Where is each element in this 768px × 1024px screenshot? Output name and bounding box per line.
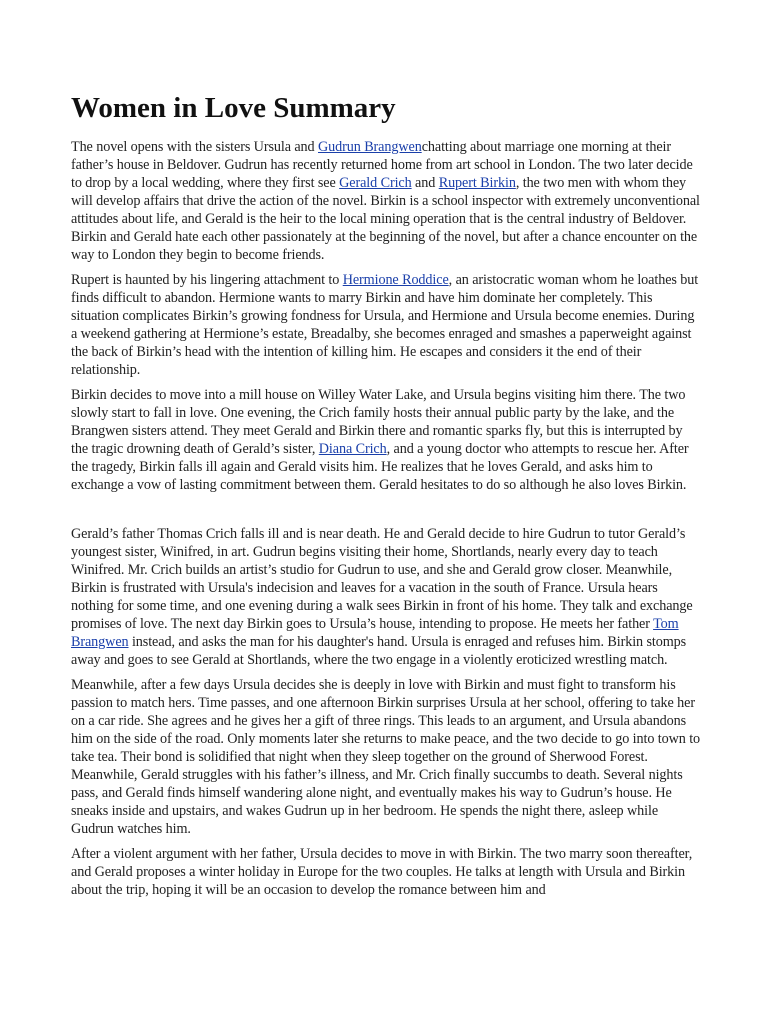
link-diana-crich[interactable]: Diana Crich (318, 441, 387, 457)
paragraph-3 (71, 386, 701, 494)
text: Birkin decides to move into a mill house on Willey Water Lake, and Ursula begins visiting him there. The two slowly start to fall in love. One evening, the Crich family hosts their annual public party by the lake, and the Brangwen sisters attend. They meet Gerald and Birkin there and romantic sparks fly, but this is interrupted by the tragic drowning death of Gerald’s sister, (71, 387, 686, 457)
link-tom-brangwen[interactable]: Tom Brangwen (71, 616, 679, 650)
paragraph-1 (71, 138, 701, 264)
page-title: Women in Love Summary (71, 92, 396, 124)
text: , the two men with whom they will develop affairs that drive the action of the novel. Birkin is a school inspector with extremely unconventional attitudes about life, and Gerald is the heir to the local mining operation that is the central industry of Beldover. Birkin and Gerald hate each other passionately at the beginning of the novel, but after a chance encounter on the way to London they begin to become friends. (71, 175, 700, 263)
link-hermione-roddice[interactable]: Hermione Roddice (342, 272, 449, 288)
paragraph-5 (71, 676, 701, 838)
document-page (71, 88, 701, 906)
link-rupert-birkin[interactable]: Rupert Birkin (438, 175, 516, 191)
paragraph-2 (71, 271, 701, 379)
text: , an aristocratic woman whom he loathes but finds difficult to abandon. Hermione wants to marry Birkin and have him dominate her completely. This situation complicates Birkin’s growing fondness for Ursula, and Hermione and Ursula become enemies. During a weekend gathering at Hermione’s estate, Breadalby, she becomes enraged and smashes a paperweight against the back of Birkin’s head with the intention of killing him. He escapes and considers it the end of their relationship. (71, 272, 699, 378)
text: Meanwhile, after a few days Ursula decides she is deeply in love with Birkin and must fight to transform his passion to match hers. Time passes, and one afternoon Birkin surprises Ursula at her school, offering to take her on a car ride. She agrees and he gives her a gift of three rings. This leads to an argument, and Ursula abandons him on the side of the road. Only moments later she returns to make peace, and the two decide to go into town to take tea. Their bond is solidified that night when they sleep together on the ground of Sherwood Forest. Meanwhile, Gerald struggles with his father’s illness, and Mr. Crich finally succumbs to death. Several nights pass, and Gerald finds himself wandering alone night, and eventually makes his way to Gudrun’s house. He sneaks inside and upstairs, and wakes Gudrun up in her bedroom. He spends the night there, asleep while Gudrun watches him. (71, 677, 701, 837)
text: Rupert is haunted by his lingering attachment to (71, 272, 343, 288)
text: , and a young doctor who attempts to rescue her. After the tragedy, Birkin falls ill again and Gerald visits him. He realizes that he loves Gerald, and asks him to exchange a vow of lasting commitment between them. Gerald hesitates to do so although he also loves Birkin. (71, 441, 689, 493)
text: After a violent argument with her father, Ursula decides to move in with Birkin. The two marry soon thereafter, and Gerald proposes a winter holiday in Europe for the two couples. He talks at length with Ursula and Birkin about the trip, hoping it will be an occasion to develop the romance between him and (71, 846, 693, 898)
text: and (411, 175, 439, 191)
text: instead, and asks the man for his daughter's hand. Ursula is enraged and refuses him. Birkin stomps away and goes to see Gerald at Shortlands, where the two engage in a violently eroticized wrestling match. (71, 634, 687, 668)
paragraph-6 (71, 845, 701, 899)
link-gudrun-brangwen[interactable]: Gudrun Brangwen (318, 139, 422, 155)
text: The novel opens with the sisters Ursula and (71, 139, 318, 155)
link-gerald-crich[interactable]: Gerald Crich (339, 175, 412, 191)
paragraph-4 (71, 525, 701, 669)
text: Gerald’s father Thomas Crich falls ill and is near death. He and Gerald decide to hire Gudrun to tutor Gerald’s youngest sister, Winifred, in art. Gudrun begins visiting their home, Shortlands, nearly every day to teach Winifred. Mr. Crich builds an artist’s studio for Gudrun to use, and she and Gerald grow closer. Meanwhile, Birkin is frustrated with Ursula's indecision and leaves for a vacation in the south of France. Ursula hears nothing for some time, and one evening during a walk sees Birkin in front of his home. They talk and exchange promises of love. The next day Birkin goes to Ursula’s house, intending to propose. He meets her father (71, 526, 693, 632)
text: chatting about marriage one morning at their father’s house in Beldover. Gudrun has recently returned home from art school in London. The two later decide to drop by a local wedding, where they first see (71, 139, 693, 191)
